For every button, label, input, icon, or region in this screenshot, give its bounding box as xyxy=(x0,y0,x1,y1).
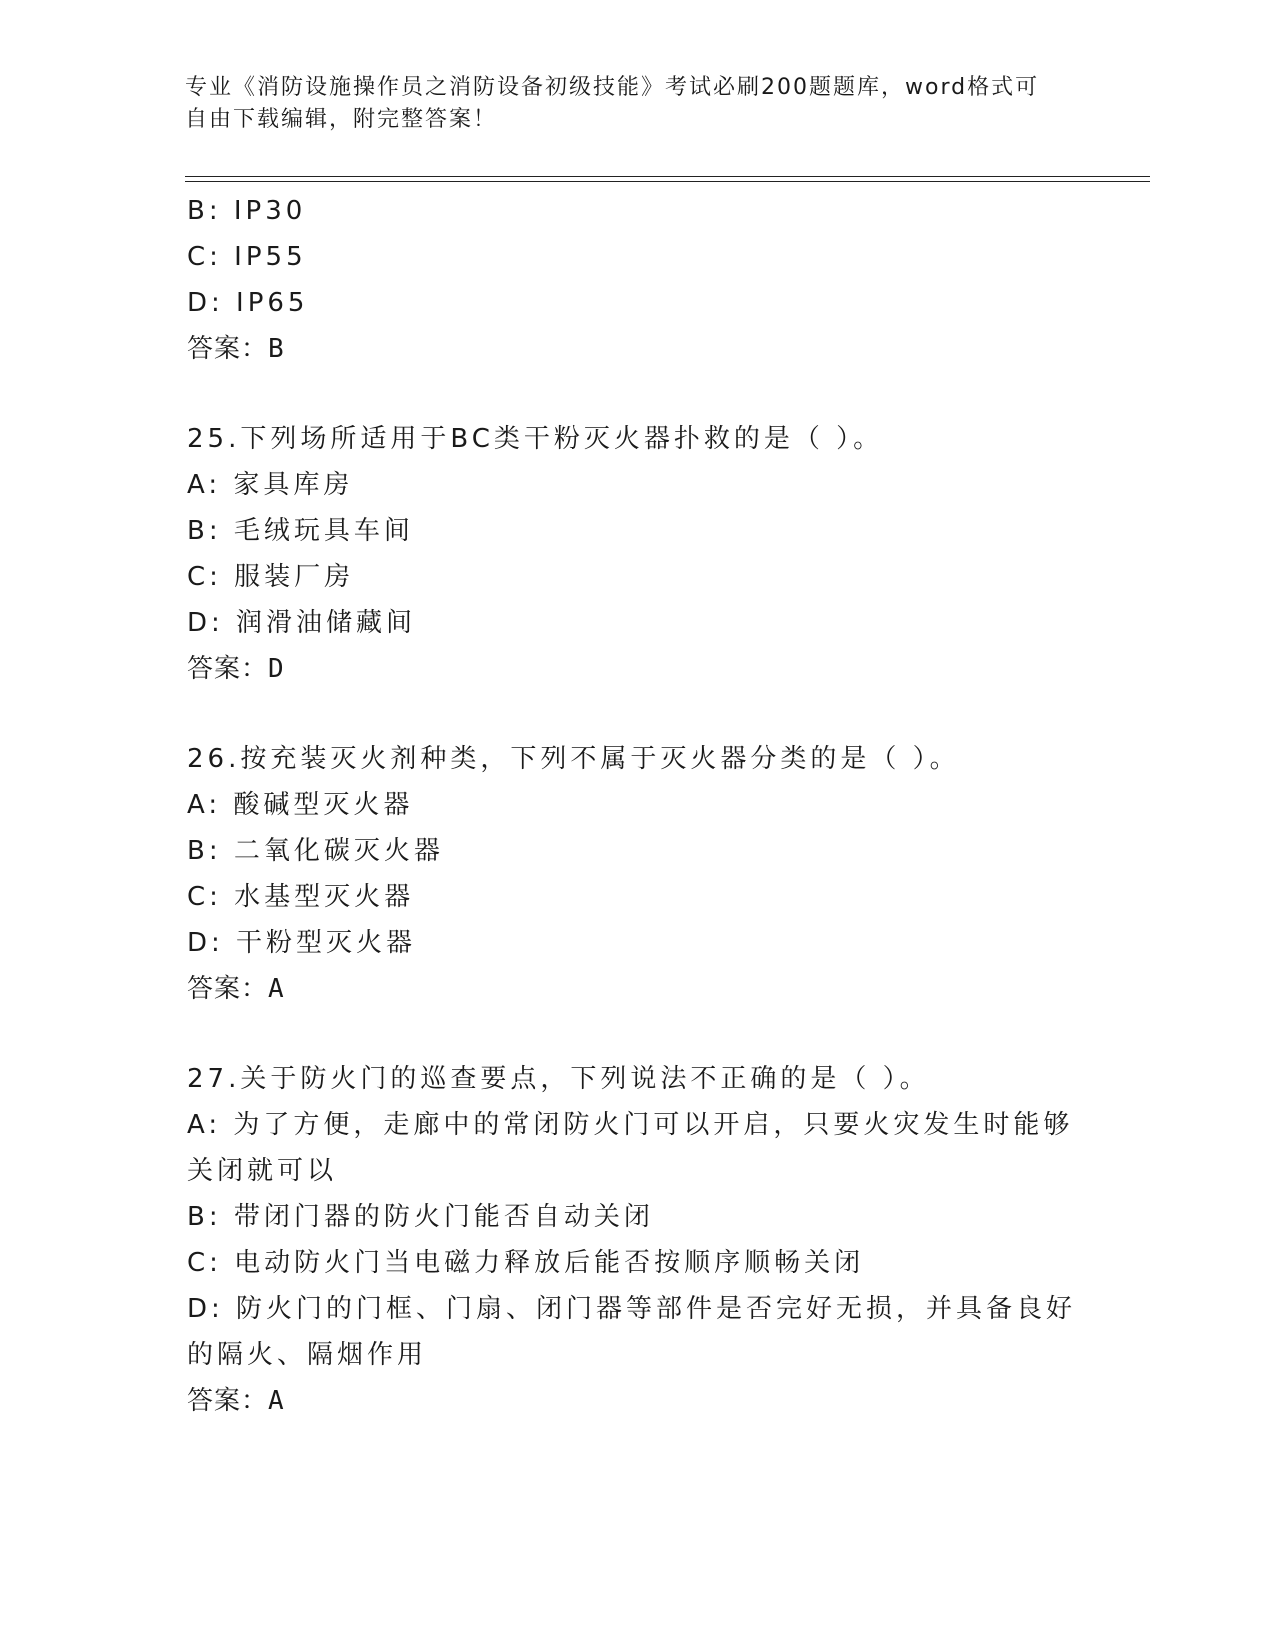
question-25 xyxy=(187,416,1087,692)
answer-line: 答案：A xyxy=(187,974,285,1004)
answer-line: 答案：A xyxy=(187,1386,285,1416)
option-a: A: 家具库房 xyxy=(187,470,354,500)
document-header xyxy=(185,72,1065,136)
answer-line: 答案：D xyxy=(187,654,285,684)
option-b: B: 二氧化碳灭火器 xyxy=(187,836,444,866)
question-partial xyxy=(187,188,1087,372)
question-list xyxy=(187,188,1087,1424)
option-c: C: 服装厂房 xyxy=(187,562,355,592)
option-c: C: IP55 xyxy=(187,242,307,272)
header-title-line-1: 专业《消防设施操作员之消防设备初级技能》考试必刷200题题库，word格式可 xyxy=(185,75,1040,100)
question-27 xyxy=(187,1056,1087,1424)
option-d: D: 防火门的门框、门扇、闭门器等部件是否完好无损，并具备良好的隔火、隔烟作用 xyxy=(187,1294,1077,1370)
option-b: B: 毛绒玩具车间 xyxy=(187,516,414,546)
option-d: D: IP65 xyxy=(187,288,309,318)
option-c: C: 水基型灭火器 xyxy=(187,882,415,912)
option-d: D: 润滑油储藏间 xyxy=(187,608,417,638)
option-a: A: 酸碱型灭火器 xyxy=(187,790,414,820)
question-stem: 26.按充装灭火剂种类，下列不属于灭火器分类的是（ ）。 xyxy=(187,744,960,774)
option-b: B: IP30 xyxy=(187,196,307,226)
question-stem: 27.关于防火门的巡查要点，下列说法不正确的是（ ）。 xyxy=(187,1064,930,1094)
question-stem: 25.下列场所适用于BC类干粉灭火器扑救的是（ ）。 xyxy=(187,424,884,454)
header-divider xyxy=(185,176,1150,182)
option-d: D: 干粉型灭火器 xyxy=(187,928,417,958)
question-26 xyxy=(187,736,1087,1012)
option-a: A: 为了方便，走廊中的常闭防火门可以开启，只要火灾发生时能够关闭就可以 xyxy=(187,1110,1074,1186)
header-title-line-2: 自由下载编辑，附完整答案！ xyxy=(185,107,498,132)
answer-line: 答案：B xyxy=(187,334,285,364)
option-b: B: 带闭门器的防火门能否自动关闭 xyxy=(187,1202,654,1232)
option-c: C: 电动防火门当电磁力释放后能否按顺序顺畅关闭 xyxy=(187,1248,865,1278)
